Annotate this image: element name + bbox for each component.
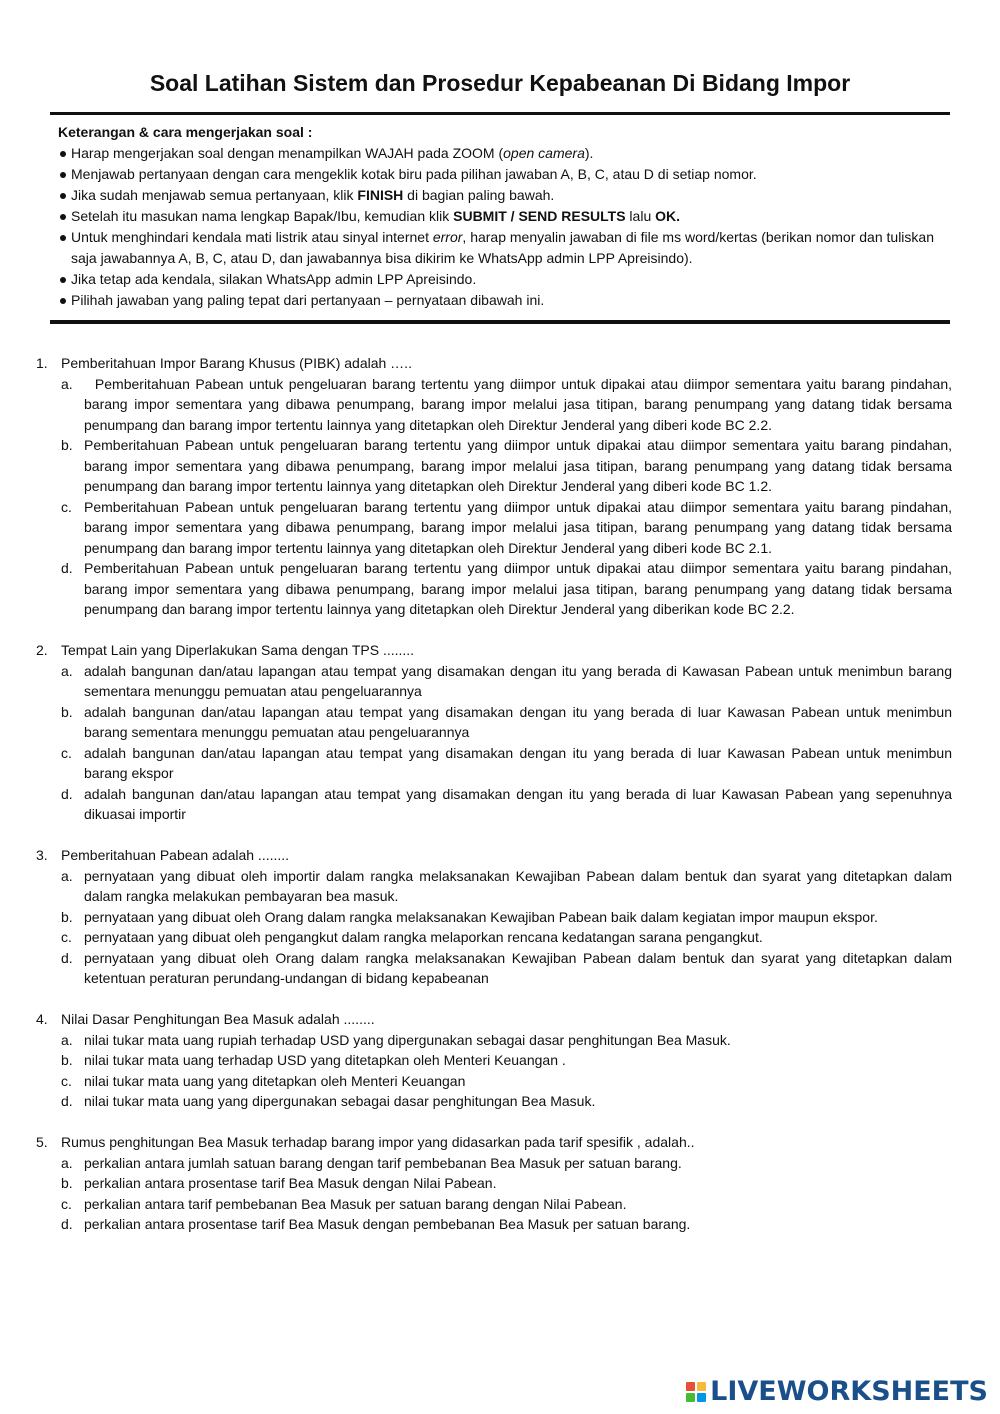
- option-letter: c.: [61, 744, 72, 761]
- option-letter: b.: [61, 1052, 73, 1068]
- option-text: Pemberitahuan Pabean untuk pengeluaran barang tertentu yang diimpor untuk dipakai atau diimpor sementara yaitu barang pindahan, barang impor sementara yang dibawa penumpang, barang impor melalui jasa titipan, barang penumpang yang datang tidak bersama penumpang dan barang impor tertentu lainnya yang ditetapkan oleh Direktur Jenderal yang diberi kode BC 2.2.: [84, 375, 956, 433]
- question-number: 3.: [36, 847, 48, 863]
- option-letter: c.: [61, 929, 72, 945]
- question-number: 2.: [36, 642, 48, 658]
- answer-option-a[interactable]: [61, 374, 956, 436]
- question-text: Pemberitahuan Pabean adalah ........: [61, 847, 290, 863]
- instruction-item: Pilihah jawaban yang paling tepat dari pertanyaan – pernyataan dibawah ini.: [58, 290, 953, 311]
- option-text: nilai tukar mata uang yang dipergunakan sebagai dasar penghitungan Bea Masuk.: [84, 1093, 596, 1109]
- option-letter: b.: [61, 437, 73, 453]
- option-letter: d.: [61, 560, 73, 576]
- answer-option-b[interactable]: [61, 435, 952, 497]
- question-number: 4.: [36, 1011, 48, 1027]
- option-letter: a.: [61, 1154, 73, 1171]
- logo-square-icon: [686, 1393, 695, 1402]
- answer-option-b[interactable]: [61, 702, 952, 743]
- question-2: [36, 640, 952, 825]
- question-number: 1.: [36, 355, 48, 371]
- question-text: Tempat Lain yang Diperlakukan Sama dengan TPS ........: [61, 642, 415, 658]
- answer-options: [61, 1030, 952, 1112]
- answer-option-d[interactable]: [61, 1091, 952, 1112]
- option-text: pernyataan yang dibuat oleh Orang dalam rangka melaksanakan Kewajiban Pabean dalam bentuk dan syarat yang ditetapkan dalam ketentuan peraturan perundang-undangan di bidang kepabeanan: [84, 949, 952, 986]
- logo-square-icon: [697, 1382, 706, 1391]
- option-text: adalah bangunan dan/atau lapangan atau tempat yang disamakan dengan itu yang berada di luar Kawasan Pabean yang sepenuhnya dikuasai importir: [84, 785, 952, 822]
- option-text: adalah bangunan dan/atau lapangan atau tempat yang disamakan dengan itu yang berada di luar Kawasan Pabean untuk menimbun barang sementara menunggu pemuatan atau pengeluarannya: [84, 703, 952, 740]
- logo-square-icon: [686, 1382, 695, 1391]
- option-letter: b.: [61, 908, 73, 925]
- option-text: adalah bangunan dan/atau lapangan atau tempat yang disamakan dengan itu yang berada di luar Kawasan Pabean untuk menimbun barang ekspor: [84, 744, 952, 781]
- question-5: [36, 1132, 952, 1235]
- answer-option-b[interactable]: [61, 907, 952, 928]
- instruction-item: Jika sudah menjawab semua pertanyaan, klik FINISH di bagian paling bawah.: [58, 185, 953, 206]
- option-text: perkalian antara prosentase tarif Bea Masuk dengan pembebanan Bea Masuk per satuan barang.: [84, 1216, 691, 1232]
- answer-option-c[interactable]: [61, 743, 952, 784]
- answer-option-d[interactable]: [61, 558, 952, 620]
- question-1: [36, 353, 956, 620]
- answer-option-a[interactable]: [61, 661, 952, 702]
- option-letter: c.: [61, 1072, 72, 1089]
- option-text: pernyataan yang dibuat oleh pengangkut dalam rangka melaporkan rencana kedatangan sarana pengangkut.: [84, 929, 763, 945]
- instructions-divider: [50, 320, 950, 324]
- question-text: Rumus penghitungan Bea Masuk terhadap barang impor yang didasarkan pada tarif spesifik , adalah..: [61, 1134, 695, 1150]
- option-text: nilai tukar mata uang terhadap USD yang ditetapkan oleh Menteri Keuangan .: [84, 1052, 566, 1068]
- instructions-heading: Keterangan & cara mengerjakan soal :: [58, 124, 313, 140]
- option-letter: d.: [61, 1216, 73, 1232]
- option-text: perkalian antara tarif pembebanan Bea Masuk per satuan barang dengan Nilai Pabean.: [84, 1195, 627, 1212]
- option-letter: c.: [61, 498, 72, 515]
- answer-option-d[interactable]: [61, 784, 952, 825]
- logo-square-icon: [697, 1393, 706, 1402]
- option-letter: a.: [61, 1031, 73, 1048]
- instruction-item: Menjawab pertanyaan dengan cara mengeklik kotak biru pada pilihan jawaban A, B, C, atau D di setiap nomor.: [58, 164, 953, 185]
- answer-option-c[interactable]: [61, 927, 952, 948]
- answer-option-a[interactable]: [61, 1153, 952, 1174]
- answer-option-b[interactable]: [61, 1173, 952, 1194]
- answer-option-c[interactable]: [61, 1194, 952, 1215]
- answer-options: [61, 866, 952, 989]
- answer-option-a[interactable]: [61, 866, 952, 907]
- option-text: pernyataan yang dibuat oleh importir dalam rangka melaksanakan Kewajiban Pabean dalam bentuk dan syarat yang ditetapkan dalam dalam rangka melakukan pembayaran bea masuk.: [84, 867, 952, 904]
- answer-option-c[interactable]: [61, 497, 952, 559]
- answer-option-d[interactable]: [61, 948, 952, 989]
- question-text: Nilai Dasar Penghitungan Bea Masuk adalah ........: [61, 1011, 375, 1027]
- answer-options: [61, 374, 956, 620]
- answer-options: [61, 1153, 952, 1235]
- instructions-list: [58, 143, 953, 311]
- answer-options: [61, 661, 952, 825]
- answer-option-d[interactable]: [61, 1214, 952, 1235]
- question-4: [36, 1009, 952, 1112]
- option-text: perkalian antara jumlah satuan barang dengan tarif pembebanan Bea Masuk per satuan barang.: [84, 1154, 682, 1171]
- option-letter: c.: [61, 1195, 72, 1212]
- option-letter: d.: [61, 785, 73, 802]
- question-3: [36, 845, 952, 989]
- instructions-block: [58, 122, 953, 311]
- option-text: nilai tukar mata uang rupiah terhadap USD yang dipergunakan sebagai dasar penghitungan Bea Masuk.: [84, 1031, 731, 1048]
- option-letter: d.: [61, 1093, 73, 1109]
- option-letter: a.: [61, 662, 73, 679]
- instruction-item: Harap mengerjakan soal dengan menampilkan WAJAH pada ZOOM (open camera).: [58, 143, 953, 164]
- document-title: Soal Latihan Sistem dan Prosedur Kepabeanan Di Bidang Impor: [149, 70, 851, 96]
- liveworksheets-logo: [686, 1376, 988, 1407]
- title-divider: [50, 112, 950, 115]
- option-text: adalah bangunan dan/atau lapangan atau tempat yang disamakan dengan itu yang berada di Kawasan Pabean untuk menimbun barang sementara menunggu pemuatan atau pengeluarannya: [84, 662, 952, 699]
- answer-option-b[interactable]: [61, 1050, 952, 1071]
- liveworksheets-brand-text: LIVEWORKSHEETS: [710, 1376, 988, 1407]
- question-list: [36, 353, 956, 1255]
- instruction-item: Setelah itu masukan nama lengkap Bapak/Ibu, kemudian klik SUBMIT / SEND RESULTS lalu OK.: [58, 206, 953, 227]
- answer-option-a[interactable]: [61, 1030, 952, 1051]
- option-letter: b.: [61, 1175, 73, 1191]
- option-text: nilai tukar mata uang yang ditetapkan oleh Menteri Keuangan: [84, 1072, 466, 1089]
- question-number: 5.: [36, 1134, 48, 1150]
- option-text: perkalian antara prosentase tarif Bea Masuk dengan Nilai Pabean.: [84, 1175, 497, 1191]
- option-letter: d.: [61, 949, 73, 966]
- option-letter: b.: [61, 703, 73, 720]
- answer-option-c[interactable]: [61, 1071, 952, 1092]
- liveworksheets-logo-icon: [686, 1382, 706, 1402]
- instruction-item: Untuk menghindari kendala mati listrik atau sinyal internet error, harap menyalin jawaban di file ms word/kertas (berikan nomor dan tuliskan saja jawabannya A, B, C, atau D, dan jawabannya bisa dikirim ke WhatsApp admin LPP Apreisindo).: [58, 227, 953, 269]
- option-text: pernyataan yang dibuat oleh Orang dalam rangka melaksanakan Kewajiban Pabean baik dalam kegiatan impor maupun ekspor.: [84, 908, 878, 925]
- instruction-item: Jika tetap ada kendala, silakan WhatsApp admin LPP Apreisindo.: [58, 269, 953, 290]
- option-letter: a.: [61, 867, 73, 884]
- option-text: Pemberitahuan Pabean untuk pengeluaran barang tertentu yang diimpor untuk dipakai atau diimpor sementara yaitu barang pindahan, barang impor sementara yang dibawa penumpang, barang impor melalui jasa titipan, barang penumpang yang datang tidak bersama penumpang dan barang impor tertentu lainnya yang ditetapkan oleh Direktur Jenderal yang diberi kode BC 1.2.: [84, 437, 952, 494]
- option-text: Pemberitahuan Pabean untuk pengeluaran barang tertentu yang diimpor untuk dipakai atau diimpor sementara yaitu barang pindahan, barang impor sementara yang dibawa penumpang, barang impor melalui jasa titipan, barang penumpang yang datang tidak bersama penumpang dan barang impor tertentu lainnya yang ditetapkan oleh Direktur Jenderal yang diberikan kode BC 2.2.: [84, 560, 952, 617]
- option-letter: a.: [61, 375, 73, 392]
- question-text: Pemberitahuan Impor Barang Khusus (PIBK) adalah …..: [61, 355, 412, 371]
- option-text: Pemberitahuan Pabean untuk pengeluaran barang tertentu yang diimpor untuk dipakai atau diimpor sementara yaitu barang pindahan, barang impor sementara yang dibawa penumpang, barang impor melalui jasa titipan, barang penumpang yang datang tidak bersama penumpang dan barang impor tertentu lainnya yang ditetapkan oleh Direktur Jenderal yang diberi kode BC 2.1.: [84, 498, 952, 556]
